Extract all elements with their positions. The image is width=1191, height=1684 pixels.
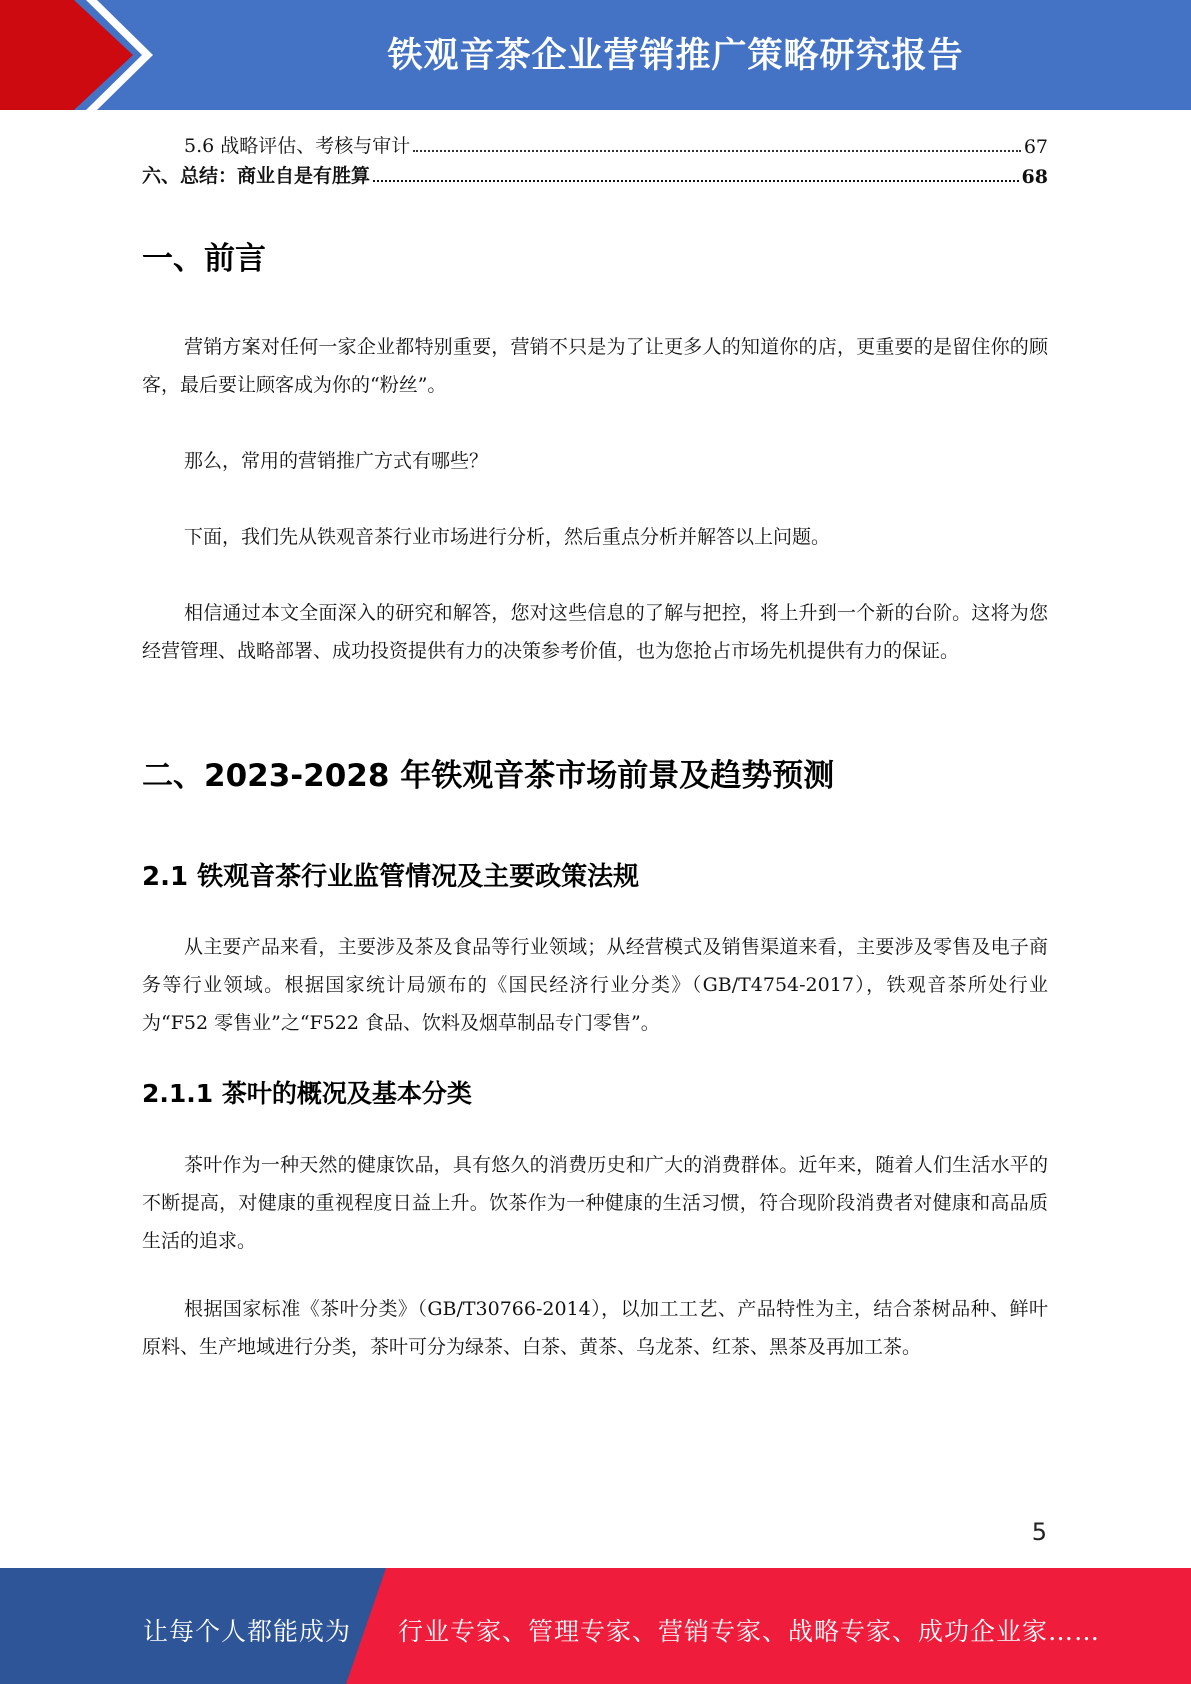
- toc-item-page: 67: [1023, 136, 1048, 158]
- subsection-heading-tea-overview: 2.1.1 茶叶的概况及基本分类: [142, 1079, 472, 1108]
- toc-item-label: 5.6 战略评估、考核与审计: [184, 135, 411, 157]
- toc-item-page: 68: [1021, 166, 1048, 188]
- header-arrow-decoration: [0, 0, 160, 110]
- toc-leader-dots: [413, 150, 1021, 152]
- section-heading-foreword: 一、前言: [142, 241, 266, 277]
- toc-item-5-6[interactable]: [142, 130, 1048, 158]
- section-heading-market-forecast: 二、2023-2028 年铁观音茶市场前景及趋势预测: [142, 758, 835, 794]
- header-band: [0, 0, 1191, 110]
- paragraph: 根据国家标准《茶叶分类》（GB/T30766-2014），以加工工艺、产品特性为主，结合茶树品种、鲜叶原料、生产地域进行分类，茶叶可分为绿茶、白茶、黄茶、乌龙茶、红茶、黑茶及再加工茶。: [142, 1298, 1048, 1358]
- footer-slogan-right: 行业专家、管理专家、营销专家、战略专家、成功企业家……: [398, 1617, 1101, 1646]
- toc-item-section-6[interactable]: [142, 160, 1048, 188]
- toc-leader-dots: [373, 180, 1019, 182]
- paragraph: 下面，我们先从铁观音茶行业市场进行分析，然后重点分析并解答以上问题。: [184, 526, 831, 548]
- subsection-heading-regulation: 2.1 铁观音茶行业监管情况及主要政策法规: [142, 862, 640, 892]
- footer-band: [0, 1568, 1191, 1684]
- page-number: 5: [1031, 1518, 1047, 1546]
- toc-item-label: 六、总结：商业自是有胜算: [142, 165, 371, 187]
- paragraph: 茶叶作为一种天然的健康饮品，具有悠久的消费历史和广大的消费群体。近年来，随着人们生活水平的不断提高，对健康的重视程度日益上升。饮茶作为一种健康的生活习惯，符合现阶段消费者对健康和高品质生活的追求。: [142, 1154, 1048, 1252]
- footer-slogan-left: 让每个人都能成为: [143, 1617, 352, 1646]
- paragraph: 那么，常用的营销推广方式有哪些？: [184, 450, 489, 472]
- paragraph: 相信通过本文全面深入的研究和解答，您对这些信息的了解与把控，将上升到一个新的台阶。这将为您经营管理、战略部署、成功投资提供有力的决策参考价值，也为您抢占市场先机提供有力的保证。: [142, 602, 1048, 662]
- paragraph: 营销方案对任何一家企业都特别重要，营销不只是为了让更多人的知道你的店，更重要的是留住你的顾客，最后要让顾客成为你的“粉丝”。: [142, 336, 1048, 396]
- paragraph: 从主要产品来看，主要涉及茶及食品等行业领域；从经营模式及销售渠道来看，主要涉及零售及电子商务等行业领域。根据国家统计局颁布的《国民经济行业分类》（GB/T4754-2017），铁观音茶所处行业为“F52 零售业”之“F522 食品、饮料及烟草制品专门零售”。: [142, 936, 1048, 1034]
- report-title: 铁观音茶企业营销推广策略研究报告: [387, 36, 964, 76]
